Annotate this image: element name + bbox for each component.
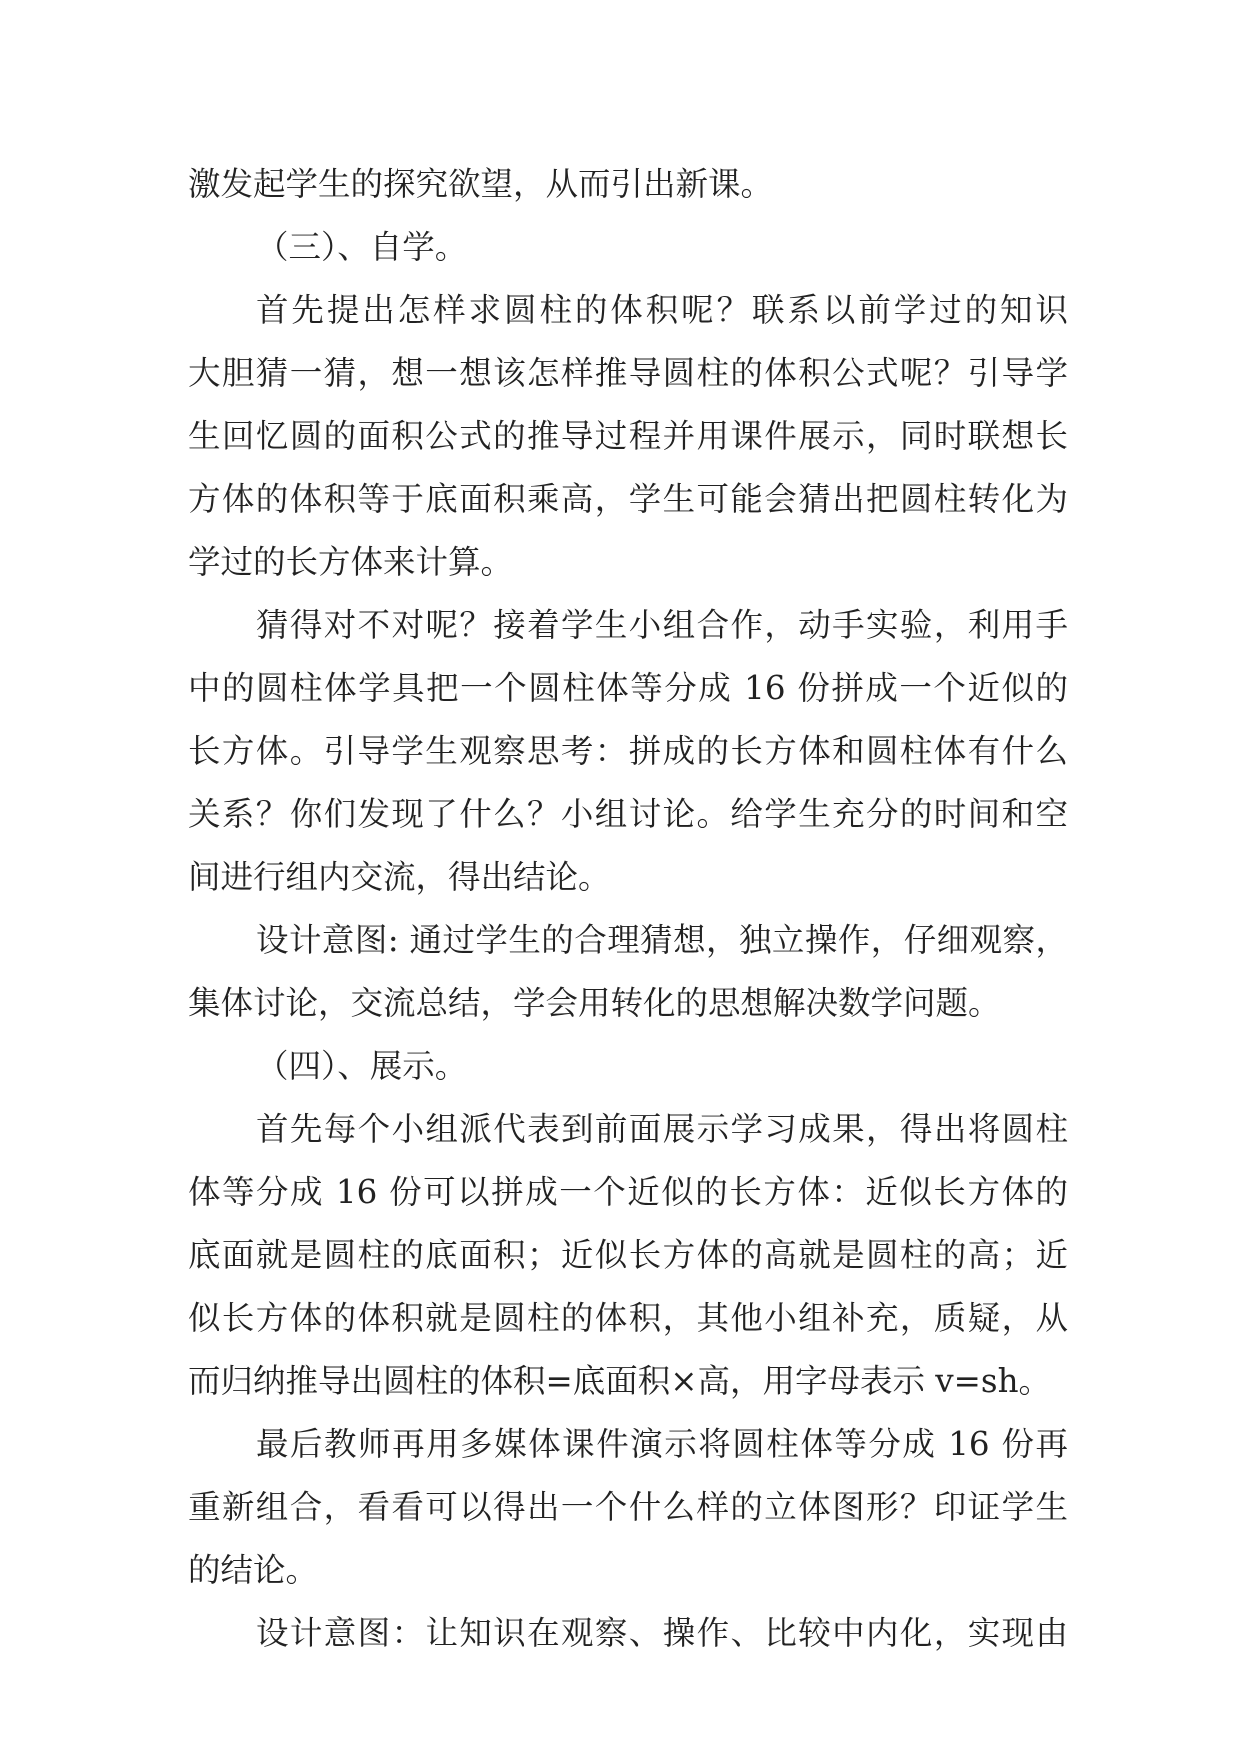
text-line: 底面就是圆柱的底面积；近似长方体的高就是圆柱的高；近 bbox=[188, 1236, 1068, 1274]
text-line: 中的圆柱体学具把一个圆柱体等分成 16 份拼成一个近似的 bbox=[188, 669, 1068, 707]
text-line: 长方体。引导学生观察思考：拼成的长方体和圆柱体有什么 bbox=[188, 732, 1068, 770]
text-line: 激发起学生的探究欲望，从而引出新课。 bbox=[188, 165, 774, 203]
text-line: 方体的体积等于底面积乘高，学生可能会猜出把圆柱转化为 bbox=[188, 480, 1068, 518]
text-line: 猜得对不对呢？接着学生小组合作，动手实验，利用手 bbox=[256, 606, 1068, 644]
section-heading: （三）、自学。 bbox=[256, 228, 468, 266]
text-line: 间进行组内交流，得出结论。 bbox=[188, 858, 611, 896]
text-line: 设计意图: 通过学生的合理猜想，独立操作，仔细观察， bbox=[256, 921, 1068, 959]
text-line: 最后教师再用多媒体课件演示将圆柱体等分成 16 份再 bbox=[256, 1425, 1068, 1463]
text-line: 学过的长方体来计算。 bbox=[188, 543, 514, 581]
text-line: 而归纳推导出圆柱的体积=底面积×高，用字母表示 v=sh。 bbox=[188, 1362, 1051, 1400]
text-line: 关系？你们发现了什么？小组讨论。给学生充分的时间和空 bbox=[188, 795, 1068, 833]
text-line: 大胆猜一猜，想一想该怎样推导圆柱的体积公式呢？引导学 bbox=[188, 354, 1068, 392]
text-line: 设计意图：让知识在观察、操作、比较中内化，实现由 bbox=[256, 1614, 1068, 1652]
text-line: 似长方体的体积就是圆柱的体积，其他小组补充，质疑，从 bbox=[188, 1299, 1068, 1337]
text-line: 体等分成 16 份可以拼成一个近似的长方体：近似长方体的 bbox=[188, 1173, 1068, 1211]
text-line: 首先提出怎样求圆柱的体积呢？联系以前学过的知识 bbox=[256, 291, 1068, 329]
text-line: 集体讨论，交流总结，学会用转化的思想解决数学问题。 bbox=[188, 984, 1001, 1022]
text-line: 生回忆圆的面积公式的推导过程并用课件展示，同时联想长 bbox=[188, 417, 1068, 455]
text-line: 的结论。 bbox=[188, 1551, 319, 1589]
section-heading: （四）、展示。 bbox=[256, 1047, 468, 1085]
text-line: 首先每个小组派代表到前面展示学习成果，得出将圆柱 bbox=[256, 1110, 1068, 1148]
text-line: 重新组合，看看可以得出一个什么样的立体图形？印证学生 bbox=[188, 1488, 1068, 1526]
